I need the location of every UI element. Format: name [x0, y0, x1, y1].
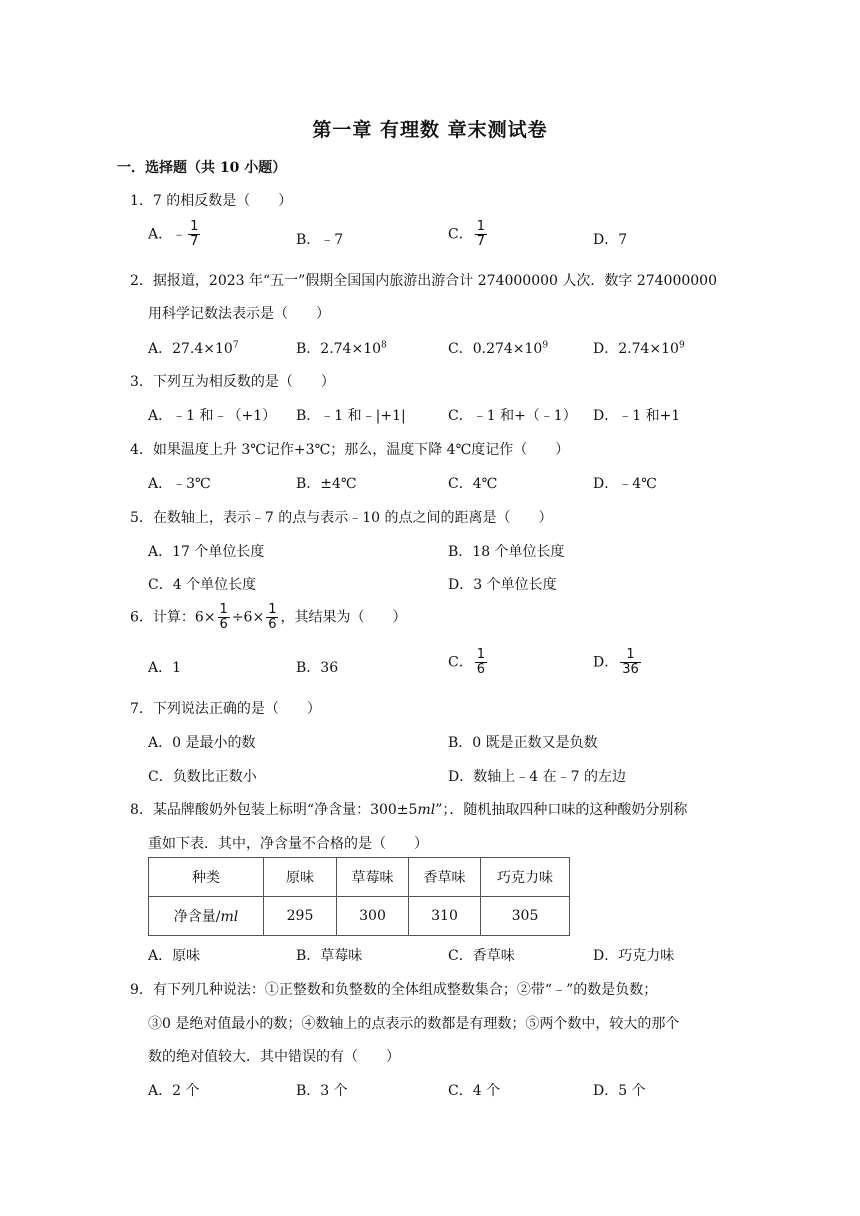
option-base: A．27.4×10 — [148, 341, 233, 357]
option-base: B．2.74×10 — [296, 341, 382, 357]
question-1-option-a — [148, 220, 202, 249]
question-9-line1 — [130, 979, 657, 999]
table-header-cell: 草莓味 — [337, 858, 409, 897]
stem-text: 正整数和负整数的全体组成整数集合； — [278, 982, 517, 998]
question-1-stem: 1．7 的相反数是（ ） — [130, 193, 293, 209]
fraction-numerator: 1 — [476, 647, 485, 662]
fraction-numerator: 1 — [476, 219, 485, 234]
fraction — [475, 648, 487, 677]
question-9-line2 — [148, 1013, 679, 1033]
stem-text: 6．计算：6× — [130, 609, 216, 626]
circled-number-3: ③ — [148, 1016, 162, 1032]
stem-text: ，其结果为（ ） — [280, 609, 407, 626]
exponent: 9 — [678, 340, 685, 351]
question-8-option-a: A．原味 — [148, 948, 201, 964]
fraction — [475, 220, 487, 249]
question-5-stem: 5．在数轴上，表示﹣7 的点与表示﹣10 的点之间的距离是（ ） — [130, 510, 553, 526]
page-title: 第一章 有理数 章末测试卷 — [312, 119, 548, 141]
table-header-row — [149, 858, 570, 897]
question-4-option-d: D．﹣4℃ — [593, 476, 657, 492]
fraction-denominator: 6 — [219, 617, 228, 632]
table-row — [149, 897, 570, 936]
stem-text: ÷6× — [231, 609, 265, 626]
stem-text: 带“﹣”的数是负数； — [530, 982, 658, 998]
question-6-option-b: B．36 — [296, 660, 339, 676]
question-7-option-d: D．数轴上﹣4 在﹣7 的左边 — [448, 769, 626, 785]
stem-text: ”；．随机抽取四种口味的这种酸奶分别称 — [435, 802, 688, 818]
fraction-numerator: 1 — [268, 602, 277, 617]
question-7-option-c: C．负数比正数小 — [148, 769, 257, 785]
question-3-option-b: B．﹣1 和﹣|+1| — [296, 408, 406, 424]
question-9-option-a: A．2 个 — [148, 1083, 200, 1099]
option-base: D．2.74×10 — [593, 341, 679, 357]
question-9-option-d: D．5 个 — [593, 1083, 646, 1099]
question-7-option-a: A．0 是最小的数 — [148, 735, 256, 751]
exponent: 8 — [381, 340, 387, 351]
table-row-label — [149, 897, 264, 936]
fraction-denominator: 36 — [622, 662, 639, 677]
fraction-numerator: 1 — [190, 219, 199, 234]
fraction — [620, 648, 641, 677]
stem-text: 9．有下列几种说法： — [130, 982, 265, 998]
question-3-option-d: D．﹣1 和+1 — [593, 408, 681, 424]
table-cell: 295 — [264, 897, 337, 936]
net-content-table — [148, 857, 570, 936]
circled-number-1: ① — [264, 982, 279, 998]
fraction-numerator: 1 — [219, 602, 228, 617]
unit-ml: ml — [417, 802, 436, 818]
question-6-option-c — [448, 648, 489, 677]
question-2-stem-line2: 用科学记数法表示是（ ） — [148, 306, 330, 322]
table-cell: 300 — [337, 897, 409, 936]
question-2-option-b — [296, 338, 387, 358]
table-header-cell: 巧克力味 — [481, 858, 570, 897]
question-7-stem: 7．下列说法正确的是（ ） — [130, 701, 321, 717]
exponent: 9 — [542, 340, 549, 351]
stem-text: 8．某品牌酸奶外包装上标明“净含量：300±5 — [130, 802, 418, 818]
question-8-option-c: C．香草味 — [448, 948, 515, 964]
fraction-denominator: 6 — [268, 617, 277, 632]
exponent: 7 — [232, 340, 239, 351]
question-3-option-c: C．﹣1 和+（﹣1） — [448, 408, 577, 424]
section-heading: 一．选择题（共 10 小题） — [117, 160, 287, 176]
question-2-option-c — [448, 338, 548, 358]
fraction — [188, 220, 200, 249]
option-label: C． — [448, 226, 473, 243]
stem-text: 两个数中，较大的那个 — [539, 1016, 680, 1032]
circled-number-5: ⑤ — [525, 1016, 540, 1032]
option-label: D． — [593, 654, 619, 671]
question-8-stem-line2: 重如下表．其中，净含量不合格的是（ ） — [148, 836, 428, 852]
fraction — [218, 603, 230, 632]
question-2-option-a — [148, 338, 239, 358]
stem-text: 数轴上的点表示的数都是有理数； — [315, 1016, 526, 1032]
question-6-option-a: A．1 — [148, 660, 182, 676]
circled-number-2: ② — [516, 982, 531, 998]
question-9-line3: 数的绝对值较大．其中错误的有（ ） — [148, 1049, 400, 1065]
question-8-option-d: D．巧克力味 — [593, 948, 675, 964]
fraction-denominator: 6 — [476, 662, 485, 677]
question-4-option-a: A．﹣3℃ — [148, 476, 211, 492]
question-1-option-c — [448, 220, 489, 249]
circled-number-4: ④ — [301, 1016, 316, 1032]
question-2-stem-line1: 2．据报道，2023 年“五一”假期全国国内旅游出游合计 274000000 人次．数字 274000000 — [130, 273, 717, 289]
option-label: A．﹣ — [148, 226, 187, 243]
table-header-cell: 种类 — [149, 858, 264, 897]
stem-text: 0 是绝对值最小的数； — [162, 1016, 302, 1032]
fraction-denominator: 7 — [476, 234, 485, 249]
table-header-cell: 原味 — [264, 858, 337, 897]
question-9-option-b: B．3 个 — [296, 1083, 348, 1099]
question-4-option-b: B．±4℃ — [296, 476, 357, 492]
table-header-cell: 香草味 — [409, 858, 481, 897]
unit-ml: ml — [220, 909, 239, 925]
fraction — [266, 603, 278, 632]
question-6-stem — [130, 603, 406, 632]
question-7-option-b: B．0 既是正数又是负数 — [448, 735, 598, 751]
question-3-option-a: A．﹣1 和﹣（+1） — [148, 408, 277, 424]
question-8-stem-line1 — [130, 799, 687, 819]
question-4-option-c: C．4℃ — [448, 476, 498, 492]
question-3-stem: 3．下列互为相反数的是（ ） — [130, 374, 335, 390]
option-label: C． — [448, 654, 473, 671]
question-1-option-d: D．7 — [593, 232, 628, 248]
table-cell: 305 — [481, 897, 570, 936]
question-5-option-a: A．17 个单位长度 — [148, 544, 265, 560]
question-4-stem: 4．如果温度上升 3℃记作+3℃；那么，温度下降 4℃度记作（ ） — [130, 442, 570, 458]
question-6-option-d — [593, 648, 643, 677]
question-2-option-d — [593, 338, 685, 358]
question-5-option-c: C．4 个单位长度 — [148, 577, 257, 593]
option-base: C．0.274×10 — [448, 341, 543, 357]
question-9-option-c: C．4 个 — [448, 1083, 501, 1099]
question-8-option-b: B．草莓味 — [296, 948, 363, 964]
question-5-option-b: B．18 个单位长度 — [448, 544, 565, 560]
fraction-numerator: 1 — [626, 647, 635, 662]
fraction-denominator: 7 — [190, 234, 199, 249]
question-1-option-b: B．﹣7 — [296, 232, 344, 248]
question-5-option-d: D．3 个单位长度 — [448, 577, 557, 593]
row-label-text: 净含量/ — [173, 909, 221, 925]
table-cell: 310 — [409, 897, 481, 936]
